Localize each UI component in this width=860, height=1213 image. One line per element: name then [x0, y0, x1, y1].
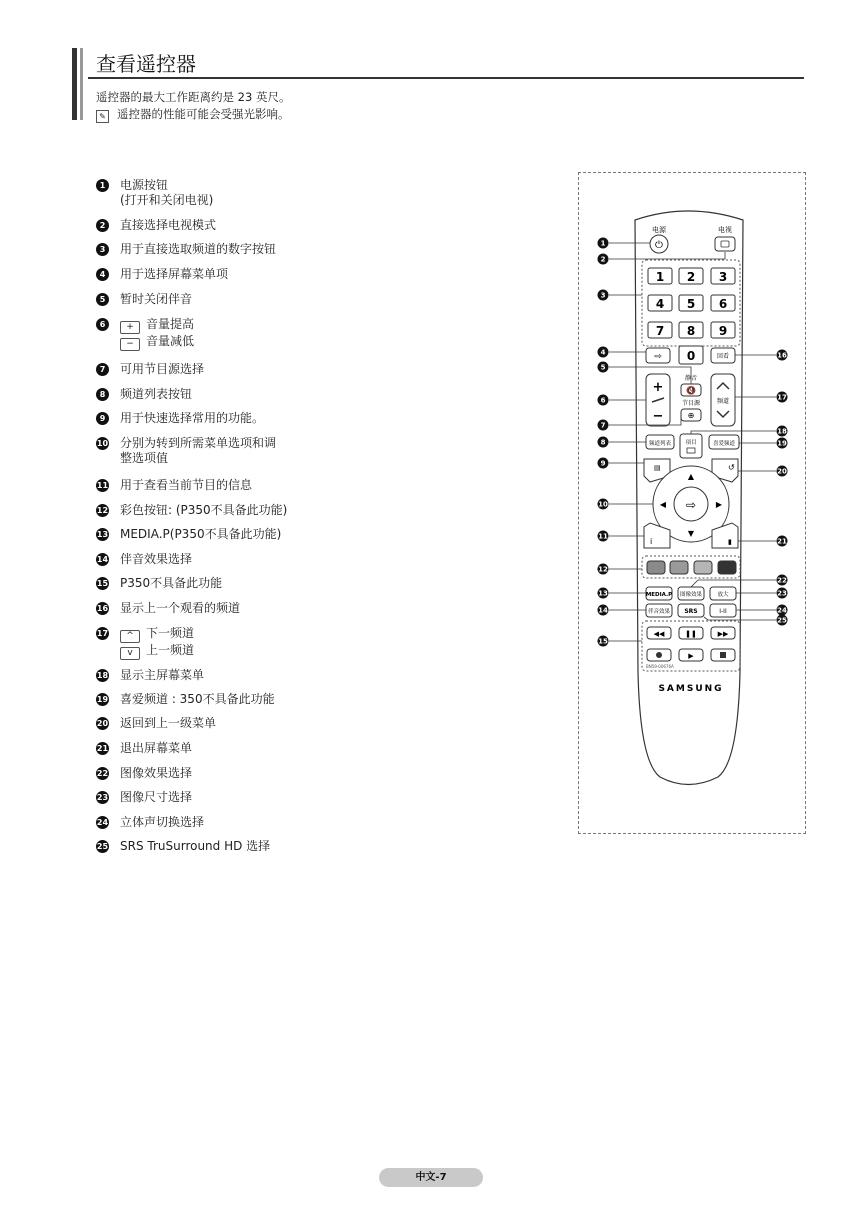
digit-label-0: 0 — [686, 349, 696, 363]
item-text: (打开和关闭电视) — [120, 193, 214, 207]
item-text: 用于快速选择常用的功能。 — [120, 411, 265, 425]
chlist-label: 频道列表 — [648, 441, 672, 447]
smode-label: 伴音效果 — [647, 609, 671, 615]
item-text: SRS TruSurround HD 选择 — [120, 839, 271, 853]
item-number: 9 — [96, 412, 109, 425]
volume-down-key-icon: − — [120, 338, 140, 351]
item-number: 1 — [96, 179, 109, 192]
item-number: 20 — [96, 719, 109, 728]
digit-label-4: 4 — [655, 297, 665, 311]
item-number: 17 — [96, 629, 109, 638]
callout-label-5: 5 — [600, 363, 606, 372]
item-number: 8 — [96, 388, 109, 401]
digit-label-1: 1 — [655, 270, 665, 284]
digit-label-7: 7 — [655, 324, 665, 338]
callout-label-11: 11 — [598, 532, 608, 541]
callout-label-1: 1 — [600, 239, 606, 248]
color-button-yellow — [694, 561, 712, 574]
callout-label-23: 23 — [777, 589, 787, 598]
return-icon: ↺ — [728, 463, 735, 472]
item-text: 显示上一个观看的频道 — [120, 601, 241, 615]
callout-label-14: 14 — [598, 606, 608, 615]
arrow-down-icon: ▼ — [687, 529, 695, 538]
item-text: 可用节目源选择 — [120, 362, 205, 376]
item-text: 彩色按钮: (P350不具备此功能) — [120, 503, 288, 517]
item-text: 立体声切换选择 — [120, 815, 205, 829]
title-rule — [88, 77, 804, 79]
tv-label: 电视 — [718, 226, 732, 234]
callout-label-8: 8 — [600, 438, 606, 447]
channel-down-key-icon: v — [120, 647, 140, 660]
page-number-badge: 中文-7 — [379, 1168, 483, 1187]
info-icon: i — [650, 537, 653, 546]
item-number: 22 — [96, 769, 109, 778]
callout-label-13: 13 — [598, 589, 608, 598]
rewind-icon: ◀◀ — [653, 630, 665, 638]
item-text: 用于选择屏幕菜单项 — [120, 267, 229, 281]
fav-label: 喜爱频道 — [712, 441, 736, 447]
note-icon: ✎ — [96, 110, 109, 123]
arrow-right-icon: ▶ — [715, 500, 723, 509]
item-text: P350不具备此功能 — [120, 576, 223, 590]
digit-buttons — [648, 268, 735, 338]
item-number: 5 — [96, 293, 109, 306]
power-icon: ⏻ — [655, 240, 663, 251]
item-text: 电源按钮 — [120, 178, 169, 192]
item-text: 显示主屏幕菜单 — [120, 668, 205, 682]
title-bar-dark — [72, 48, 77, 120]
digit-label-2: 2 — [686, 270, 696, 284]
item-text: 整选项值 — [120, 451, 169, 465]
item-number: 23 — [96, 793, 109, 802]
callout-label-4: 4 — [600, 348, 606, 357]
tv-button — [715, 237, 735, 251]
callout-label-9: 9 — [600, 459, 606, 468]
stop-icon — [720, 652, 726, 658]
item-number: 2 — [96, 219, 109, 232]
digit-label-8: 8 — [686, 324, 696, 338]
item-number: 24 — [96, 818, 109, 827]
item-text: 暂时关闭伴音 — [120, 292, 193, 306]
item-text: 用于查看当前节目的信息 — [120, 478, 253, 492]
item-number: 6 — [96, 318, 109, 331]
menu-button — [680, 434, 702, 458]
item-text: 返回到上一级菜单 — [120, 716, 217, 730]
item-text: 音量减低 — [146, 334, 195, 348]
item-text: 伴音效果选择 — [120, 552, 193, 566]
callout-label-24: 24 — [777, 606, 787, 615]
model-code: BN59-00676A — [646, 664, 674, 669]
mute-label: 静音 — [684, 375, 698, 382]
srs-label: SRS — [684, 608, 698, 615]
item-number: 19 — [96, 695, 109, 704]
volume-up-key-icon: + — [120, 321, 140, 334]
item-number: 12 — [96, 506, 109, 515]
item-text: 上一频道 — [146, 643, 195, 657]
pause-icon: ❚❚ — [685, 630, 697, 638]
callout-label-22: 22 — [777, 576, 787, 585]
menu-label: 项目 — [685, 440, 697, 446]
item-number: 16 — [96, 604, 109, 613]
callout-label-10: 10 — [598, 500, 608, 509]
item-number: 14 — [96, 555, 109, 564]
remote-figure — [578, 172, 806, 834]
play-icon: ▶ — [688, 652, 694, 660]
item-text: 退出屏幕菜单 — [120, 741, 193, 755]
callout-label-2: 2 — [600, 255, 606, 264]
media-p-label: MEDIA.P — [645, 592, 673, 598]
callout-label-7: 7 — [600, 421, 606, 430]
item-text: MEDIA.P(P350不具备此功能) — [120, 527, 282, 541]
tools-icon: ▤ — [654, 464, 661, 472]
callout-label-19: 19 — [777, 439, 787, 448]
intro-range-text: 遥控器的最大工作距离约是 23 英尺。 — [96, 90, 291, 104]
intro-note-text: 遥控器的性能可能会受强光影响。 — [117, 107, 290, 121]
item-text: 频道列表按钮 — [120, 387, 193, 401]
callout-label-12: 12 — [598, 565, 608, 574]
power-label: 电源 — [652, 226, 666, 234]
callout-label-21: 21 — [777, 537, 787, 546]
item-text: 下一频道 — [146, 626, 195, 640]
item-number: 18 — [96, 671, 109, 680]
callout-label-16: 16 — [777, 351, 787, 360]
source-label: 节目源 — [681, 400, 701, 407]
item-number: 13 — [96, 530, 109, 539]
volume-down-icon: − — [652, 409, 664, 424]
volume-up-icon: + — [652, 380, 664, 395]
item-number: 15 — [96, 579, 109, 588]
channel-label: 频道 — [716, 398, 730, 405]
item-text: 图像效果选择 — [120, 766, 193, 780]
digit-label-9: 9 — [718, 324, 728, 338]
psize-label: 放大 — [717, 592, 729, 598]
channel-up-key-icon: ^ — [120, 630, 140, 643]
digit-label-5: 5 — [686, 297, 696, 311]
color-button-green — [670, 561, 688, 574]
source-icon: ⊕ — [687, 411, 695, 420]
callout-label-15: 15 — [598, 637, 608, 646]
enter-icon: ⇨ — [685, 498, 697, 512]
item-text: 直接选择电视模式 — [120, 218, 217, 232]
item-number: 7 — [96, 363, 109, 376]
dual-label: I-II — [719, 608, 727, 615]
digit-label-3: 3 — [718, 270, 728, 284]
item-number: 21 — [96, 744, 109, 753]
title-bar-light — [80, 48, 83, 120]
item-text: 喜爱频道 : 350不具备此功能 — [120, 692, 275, 706]
item-number: 11 — [96, 481, 109, 490]
mute-icon: 🔇 — [686, 386, 696, 395]
item-text: 用于直接选取频道的数字按钮 — [120, 242, 277, 256]
item-text: 分别为转到所需菜单选项和调 — [120, 436, 277, 450]
digit-label-6: 6 — [718, 297, 728, 311]
arrow-left-icon: ◀ — [659, 500, 667, 509]
callout-label-3: 3 — [600, 291, 606, 300]
callout-label-17: 17 — [777, 393, 787, 402]
ffwd-icon: ▶▶ — [717, 630, 729, 638]
callout-label-6: 6 — [600, 396, 606, 405]
callout-label-20: 20 — [777, 467, 787, 476]
page-title: 查看遥控器 — [96, 52, 196, 76]
record-icon — [656, 652, 662, 658]
item-text: 图像尺寸选择 — [120, 790, 193, 804]
item-number: 3 — [96, 243, 109, 256]
item-text: 音量提高 — [146, 317, 195, 331]
item-number: 10 — [96, 439, 109, 448]
color-button-blue — [718, 561, 736, 574]
arrow-up-icon: ▲ — [687, 472, 695, 481]
exit-icon: ▮ — [728, 538, 732, 546]
input-icon: ⇨ — [654, 352, 662, 362]
pmode-label: 图像效果 — [679, 592, 703, 598]
callout-label-18: 18 — [777, 427, 787, 436]
color-button-red — [647, 561, 665, 574]
brand-logo: SAMSUNG — [658, 684, 724, 694]
item-number: 25 — [96, 842, 109, 851]
callout-label-25: 25 — [777, 616, 787, 625]
item-number: 4 — [96, 268, 109, 281]
intro-note — [96, 106, 290, 123]
prech-label: 回看 — [716, 353, 730, 360]
